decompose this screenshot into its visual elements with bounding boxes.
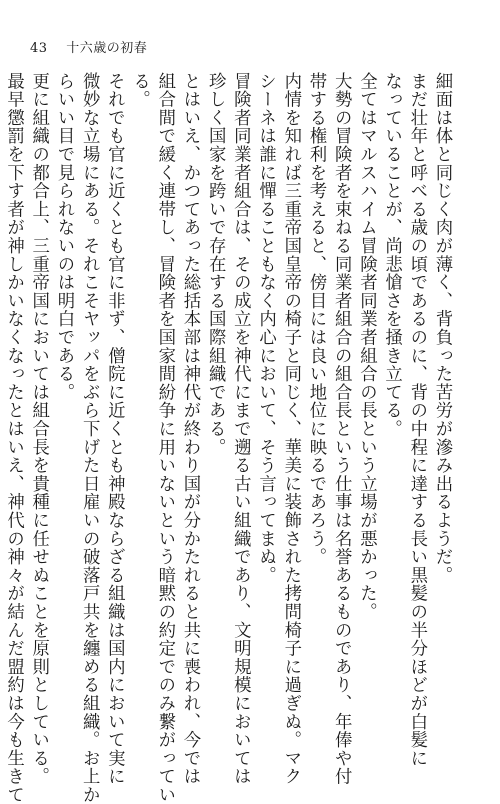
page-header bbox=[30, 37, 147, 56]
text-line: 珍しく国家を跨いで存在する国際組織である。 bbox=[205, 72, 226, 457]
text-line: 更に組織の都合上、三重帝国においては組合長を貴種に任せぬことを原則としている。 bbox=[28, 72, 49, 786]
text-line: らいい目で見られないのは明白である。 bbox=[53, 72, 74, 402]
vertical-text-body bbox=[0, 72, 454, 804]
text-line: まだ壮年と呼べる歳の頃であるのに、背の中程に達する長い黒髪の半分ほどが白髪に bbox=[406, 72, 427, 768]
text-line: 大勢の冒険者を束ねる同業者組合の組合長という仕事は名誉あるものであり、年俸や付 bbox=[331, 72, 352, 786]
text-line: 組合間で緩く連帯し、冒険者を国家間紛争に用いないという暗黙の約定でのみ繋がってい bbox=[154, 72, 175, 804]
text-line: 帯する権利を考えると、傍目には良い地位に映るであろう。 bbox=[305, 72, 326, 567]
text-line: 内情を知れば三重帝国皇帝の椅子と同じく、華美に装飾された拷問椅子に過ぎぬ。マク bbox=[280, 72, 301, 786]
text-line: シーネは誰に憚ることもなく内心において、そう言ってまぬ。 bbox=[255, 72, 276, 585]
text-line: 最早懲罰を下す者が神しかいなくなったとはいえ、神代の神々が結んだ盟約は今も生きて bbox=[3, 72, 24, 804]
text-line: 微妙な立場にある。それこそヤッパをぶら下げた日雇いの破落戸共を纏める組織。お上か bbox=[79, 72, 100, 804]
text-line: とはいえ、かつてあった総括本部は神代が終わり国が分かたれると共に喪われ、今では bbox=[179, 72, 200, 786]
chapter-title: 十六歳の初春 bbox=[66, 41, 148, 56]
text-line: 細面は体と同じく肉が薄く、背負った苦労が滲み出るようだ。 bbox=[432, 72, 452, 585]
text-line: 冒険者同業者組合は、その成立を神代にまで遡る古い組織であり、文明規模においては bbox=[230, 72, 251, 786]
text-line: なっていることが、尚悲愴さを掻き立てる。 bbox=[381, 72, 402, 438]
text-line: る。 bbox=[129, 72, 150, 109]
text-line: 全てはマルスハイム冒険者同業者組合の長という立場が悪かった。 bbox=[356, 72, 377, 621]
text-line: それでも官に近くとも官に非ず、僧院に近くとも神殿ならざる組織は国内において実に bbox=[104, 72, 125, 786]
page-number: 43 bbox=[30, 41, 48, 56]
